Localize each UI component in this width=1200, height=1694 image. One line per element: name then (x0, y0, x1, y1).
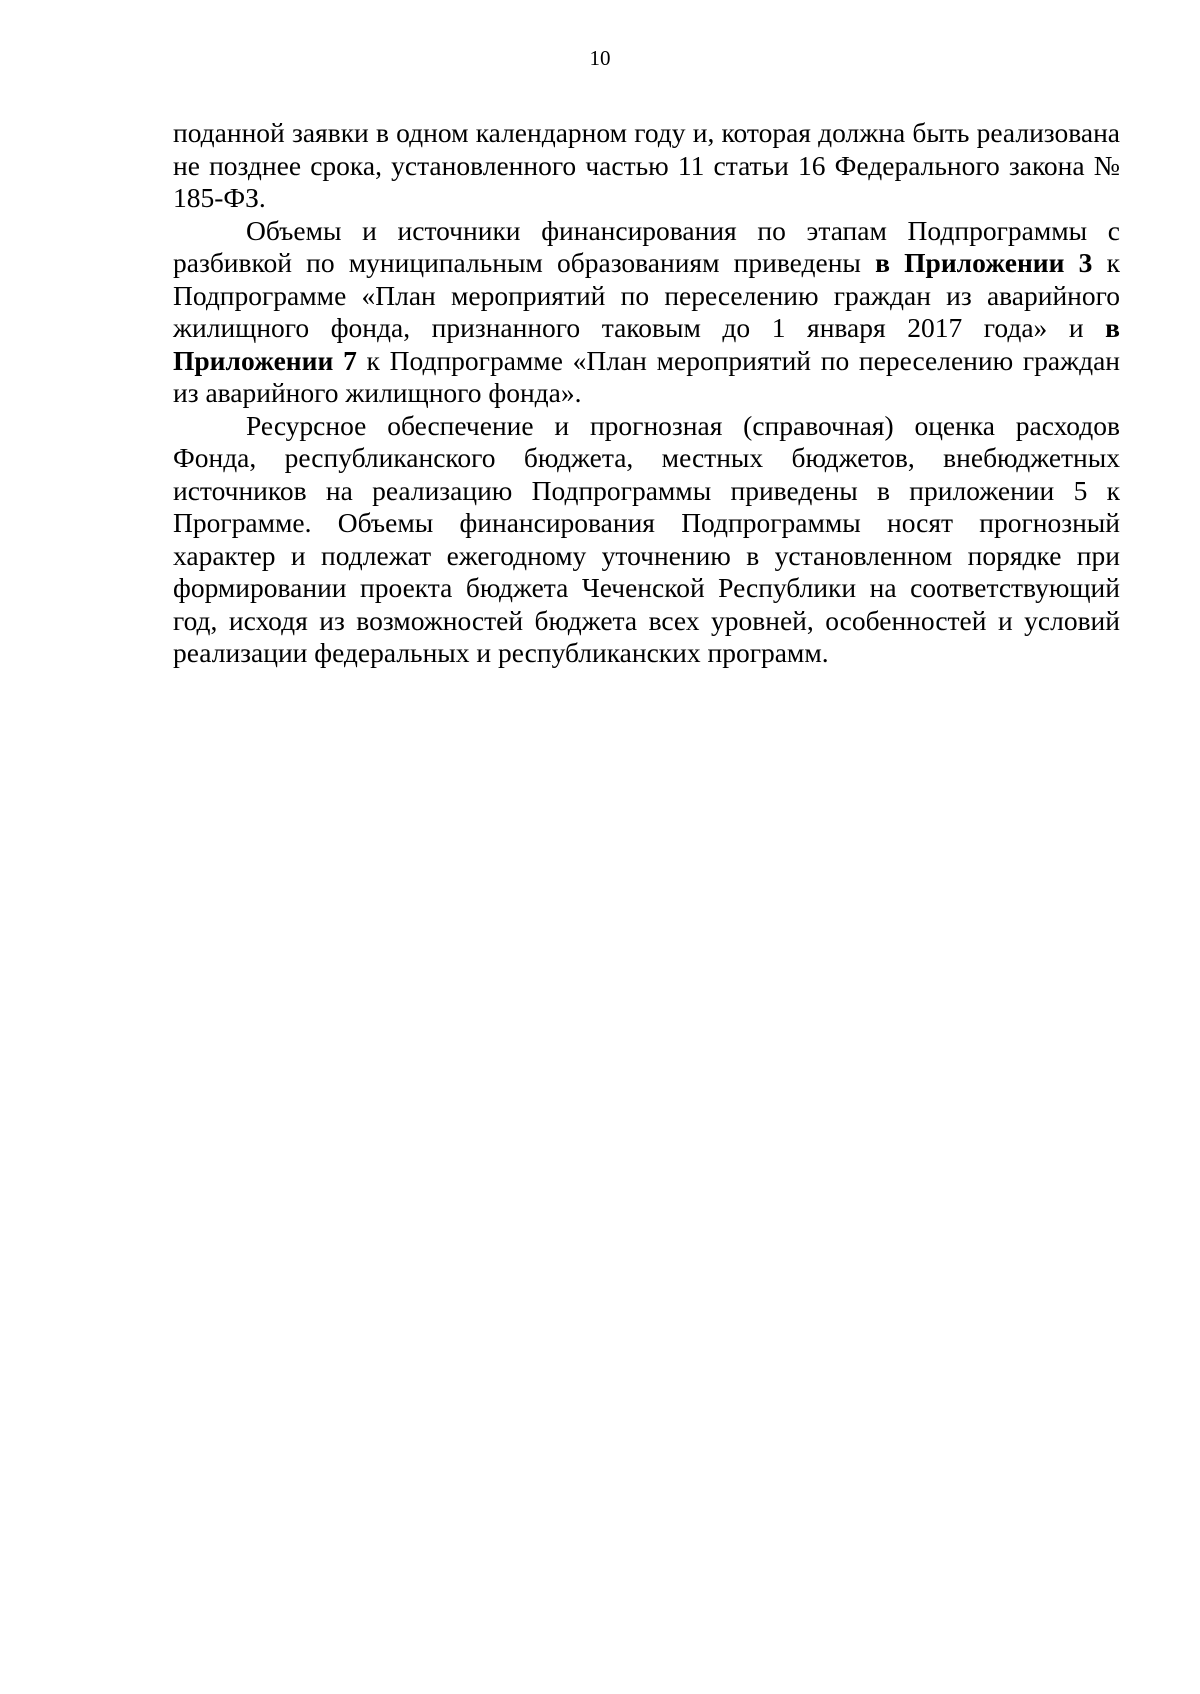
paragraph-2-text-a: Объемы и источники финансирования по этапам Подпрограммы с разбивкой по муниципальным образованиям приведены (173, 214, 1120, 278)
paragraph-3 (173, 410, 1120, 670)
paragraph-3-text: Ресурсное обеспечение и прогнозная (справочная) оценка расходов Фонда, республиканского бюджета, местных бюджетов, внебюджетных источников на реализацию Подпрограммы приведены в приложении 5 к Программе. Объемы финансирования Подпрограммы носят прогнозный характер и подлежат ежегодному уточнению в установленном порядке при формировании проекта бюджета Чеченской Республики на соответствующий год, исходя из возможностей бюджета всех уровней, особенностей и условий реализации федеральных и республиканских программ. (173, 409, 1120, 668)
paragraph-2-text-c: к Подпрограмме «План мероприятий по переселению граждан из аварийного жилищного фонда». (173, 344, 1121, 408)
paragraph-1 (173, 117, 1120, 215)
appendix-3-reference: в Приложении 3 (875, 247, 1093, 278)
paragraph-2-text-b: к Подпрограмме «План мероприятий по переселению граждан из аварийного жилищного фонда, признанного таковым до 1 января 2017 года» и (173, 247, 1120, 343)
document-body (173, 117, 1120, 670)
paragraph-1-text: поданной заявки в одном календарном году и, которая должна быть реализована не позднее срока, установленного частью 11 статьи 16 Федерального закона № 185-ФЗ. (173, 117, 1120, 213)
appendix-7-reference: в Приложении 7 (173, 312, 1120, 376)
paragraph-2 (173, 215, 1120, 410)
page-number: 10 (589, 46, 611, 70)
